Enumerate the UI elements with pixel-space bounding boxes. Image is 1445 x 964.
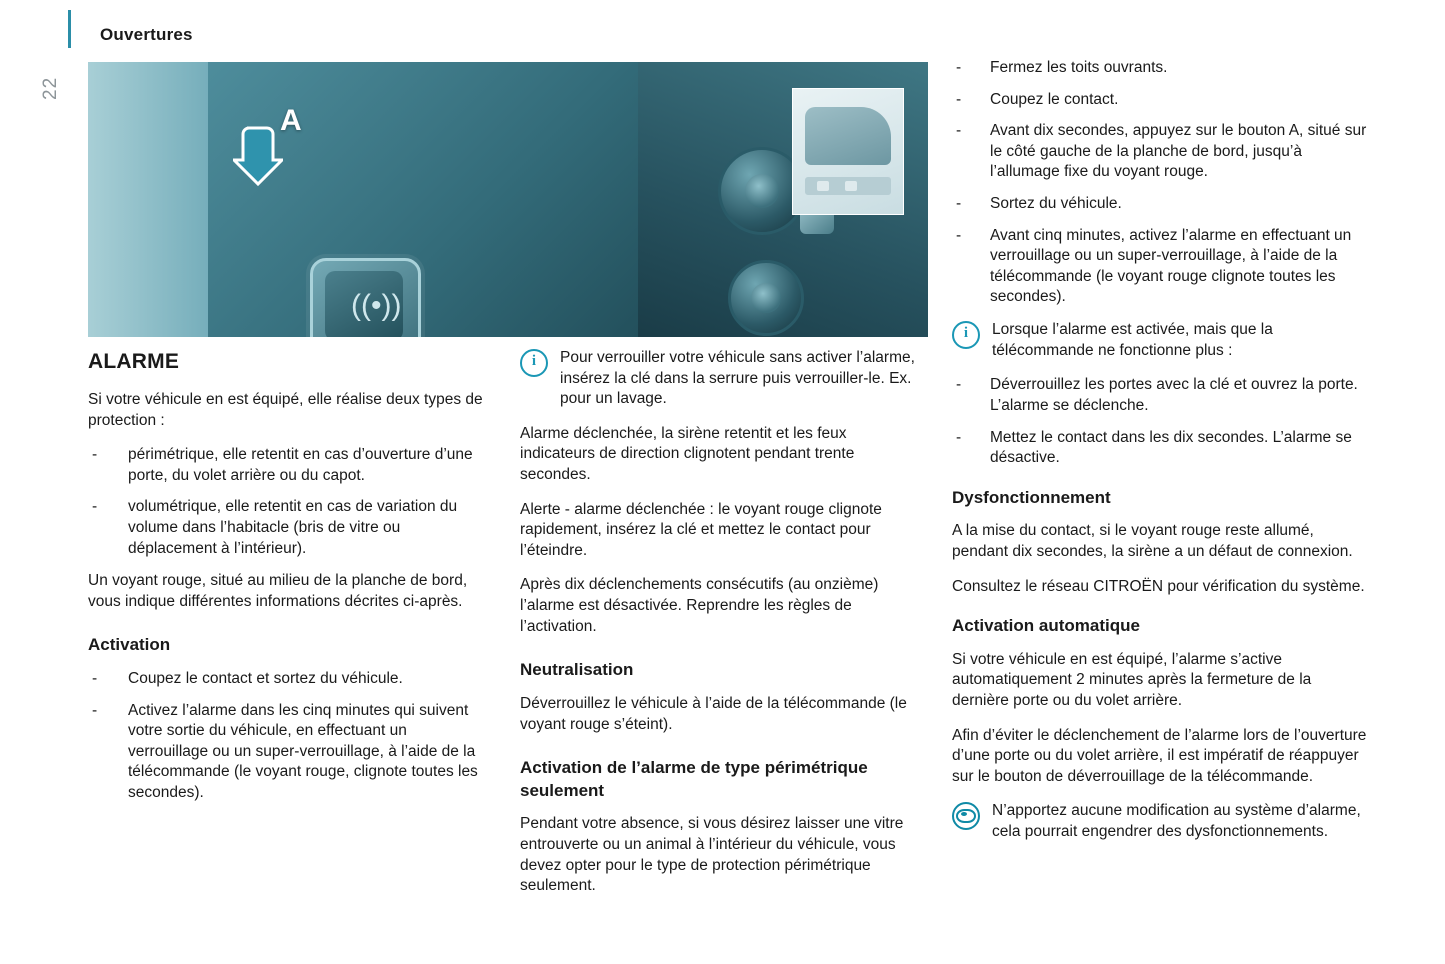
list-item [952,428,1372,469]
info-icon: i [520,349,548,377]
voyant-rouge-text: Un voyant rouge, situé au milieu de la planche de bord, vous indique différentes informations décrites ci-après. [88,572,468,610]
thumbnail-vehicle-shape [805,107,891,165]
thumbnail-detail-2 [845,181,857,191]
alarm-button-illustration [88,62,928,337]
dash-bullet: - [956,195,962,213]
subheading-activation: Activation [88,635,171,655]
list-item [88,445,488,486]
perimetric-steps-list [952,58,1372,308]
callout-label-a: A [280,104,302,137]
header-accent-bar [68,10,71,48]
list-item-text: Déverrouillez les portes avec la clé et ouvrez la porte. L’alarme se déclenche. [990,376,1358,414]
page-number: 22 [40,76,61,100]
subheading-activation-automatique: Activation automatique [952,616,1140,636]
air-vent-lower-icon [728,260,804,336]
dash-bullet: - [92,498,98,516]
vehicle-thumbnail [792,88,904,215]
alarme-intro-text: Si votre véhicule en est équipé, elle réalise deux types de protection : [88,390,483,429]
column-middle [520,348,920,911]
column-left [88,348,488,816]
list-item [952,58,1372,79]
list-item-text: Activez l’alarme dans les cinq minutes qui suivent votre sortie du véhicule, en effectuant un verrouillage ou un super-verrouillage, à l’aide de la télécommande (le voyant rouge, clignote toutes les secondes). [128,701,478,802]
list-item [952,375,1372,416]
dash-bullet: - [92,670,98,688]
list-item-text: Avant cinq minutes, activez l’alarme en effectuant un verrouillage ou un super-verrouillage, à l’aide de la télécommande (le voyant rouge clignote toutes les secondes). [990,226,1352,306]
info-note-text: Lorsque l’alarme est activée, mais que la télécommande ne fonctionne plus : [992,321,1273,359]
list-item-text: Fermez les toits ouvrants. [990,59,1168,76]
page-title: Ouvertures [100,25,193,44]
caution-note-text: N’apportez aucune modification au système d’alarme, cela pourrait engendrer des dysfonctionnements. [992,802,1361,841]
list-item-text: Coupez le contact. [990,90,1119,108]
dash-bullet: - [956,428,962,446]
dash-bullet: - [92,446,98,464]
air-vent-inner [751,283,780,312]
dashboard-left-panel [208,62,638,337]
neutralisation-text: Déverrouillez le véhicule à l’aide de la télécommande (le voyant rouge s’éteint). [520,694,907,733]
info-note-telecommande [952,320,1372,361]
dash-bullet: - [956,90,962,108]
list-item-text: Mettez le contact dans les dix secondes. L’alarme se désactive. [990,428,1352,467]
subheading-dysfonctionnement: Dysfonctionnement [952,487,1111,507]
info-note-verrouillage [520,348,920,410]
door-pillar-area [88,62,208,337]
section-heading-alarme: ALARME [88,350,180,373]
list-item-text: Coupez le contact et sortez du véhicule. [128,670,403,688]
perimetrique-text: Pendant votre absence, si vous désirez laisser une vitre entrouverte ou un animal à l’intérieur du véhicule, vous devez opter pour le type de protection périmétrique seulement. [520,815,904,895]
list-item [88,669,488,690]
dash-bullet: - [956,226,962,244]
dash-bullet: - [956,59,962,76]
list-item-text: périmétrique, elle retentit en cas d’ouverture d’une porte, du volet arrière ou du capot. [128,446,473,484]
alarm-button-a [310,258,421,337]
activation-automatique-text-2: Afin d’éviter le déclenchement de l’alarme lors de l’ouverture d’une porte ou du volet arrière, il est impératif de réappuyer sur le bouton de déverrouillage de la télécommande. [952,726,1367,785]
remote-waves-icon: ((•)) [351,289,402,322]
info-note-text: Pour verrouiller votre véhicule sans activer l’alarme, insérez la clé dans la serrure puis verrouiller-le. Ex. pour un lavage. [560,349,915,408]
page-header [0,0,1445,52]
list-item-text: Sortez du véhicule. [990,195,1122,213]
list-item [88,701,488,804]
list-item [952,121,1372,183]
down-arrow-icon [233,124,283,188]
dysfonctionnement-text-1: A la mise du contact, si le voyant rouge reste allumé, pendant dix secondes, la sirène a un défaut de connexion. [952,522,1353,560]
subheading-perimetrique: Activation de l’alarme de type périmétrique seulement [520,758,868,800]
dash-bullet: - [956,122,962,140]
list-item [88,497,488,559]
activation-automatique-text-1: Si votre véhicule en est équipé, l’alarme s’active automatiquement 2 minutes après la fermeture de la dernière porte ou du volet arrière. [952,650,1312,710]
dash-bullet: - [956,376,962,394]
list-item [952,90,1372,111]
dix-declenchements-text: Après dix déclenchements consécutifs (au onzième) l’alarme est désactivée. Reprendre les règles de l’activation. [520,576,879,635]
protection-types-list [88,445,488,559]
list-item [952,226,1372,308]
activation-steps-list [88,669,488,804]
alarm-button-face [325,271,403,337]
eye-warning-icon [952,802,980,830]
dash-bullet: - [92,701,98,719]
list-item-text: volumétrique, elle retentit en cas de variation du volume dans l’habitacle (bris de vitre ou déplacement à l’intérieur). [128,498,458,557]
thumbnail-detail-1 [817,181,829,191]
alarme-declenchee-text: Alarme déclenchée, la sirène retentit et les feux indicateurs de direction clignotent pendant trente secondes. [520,424,855,484]
telecommande-fallback-list [952,375,1372,468]
list-item-text: Avant dix secondes, appuyez sur le bouton A, situé sur le côté gauche de la planche de bord, jusqu’à l’allumage fixe du voyant rouge. [990,122,1367,181]
alerte-text: Alerte - alarme déclenchée : le voyant rouge clignote rapidement, insérez la clé et mettez le contact pour l’éteindre. [520,500,882,559]
column-right [952,58,1372,857]
subheading-neutralisation: Neutralisation [520,660,634,680]
dysfonctionnement-text-2: Consultez le réseau CITROËN pour vérification du système. [952,577,1365,595]
info-icon: i [952,321,980,349]
caution-note-modification [952,801,1372,842]
air-vent-inner [745,174,779,208]
list-item [952,194,1372,215]
